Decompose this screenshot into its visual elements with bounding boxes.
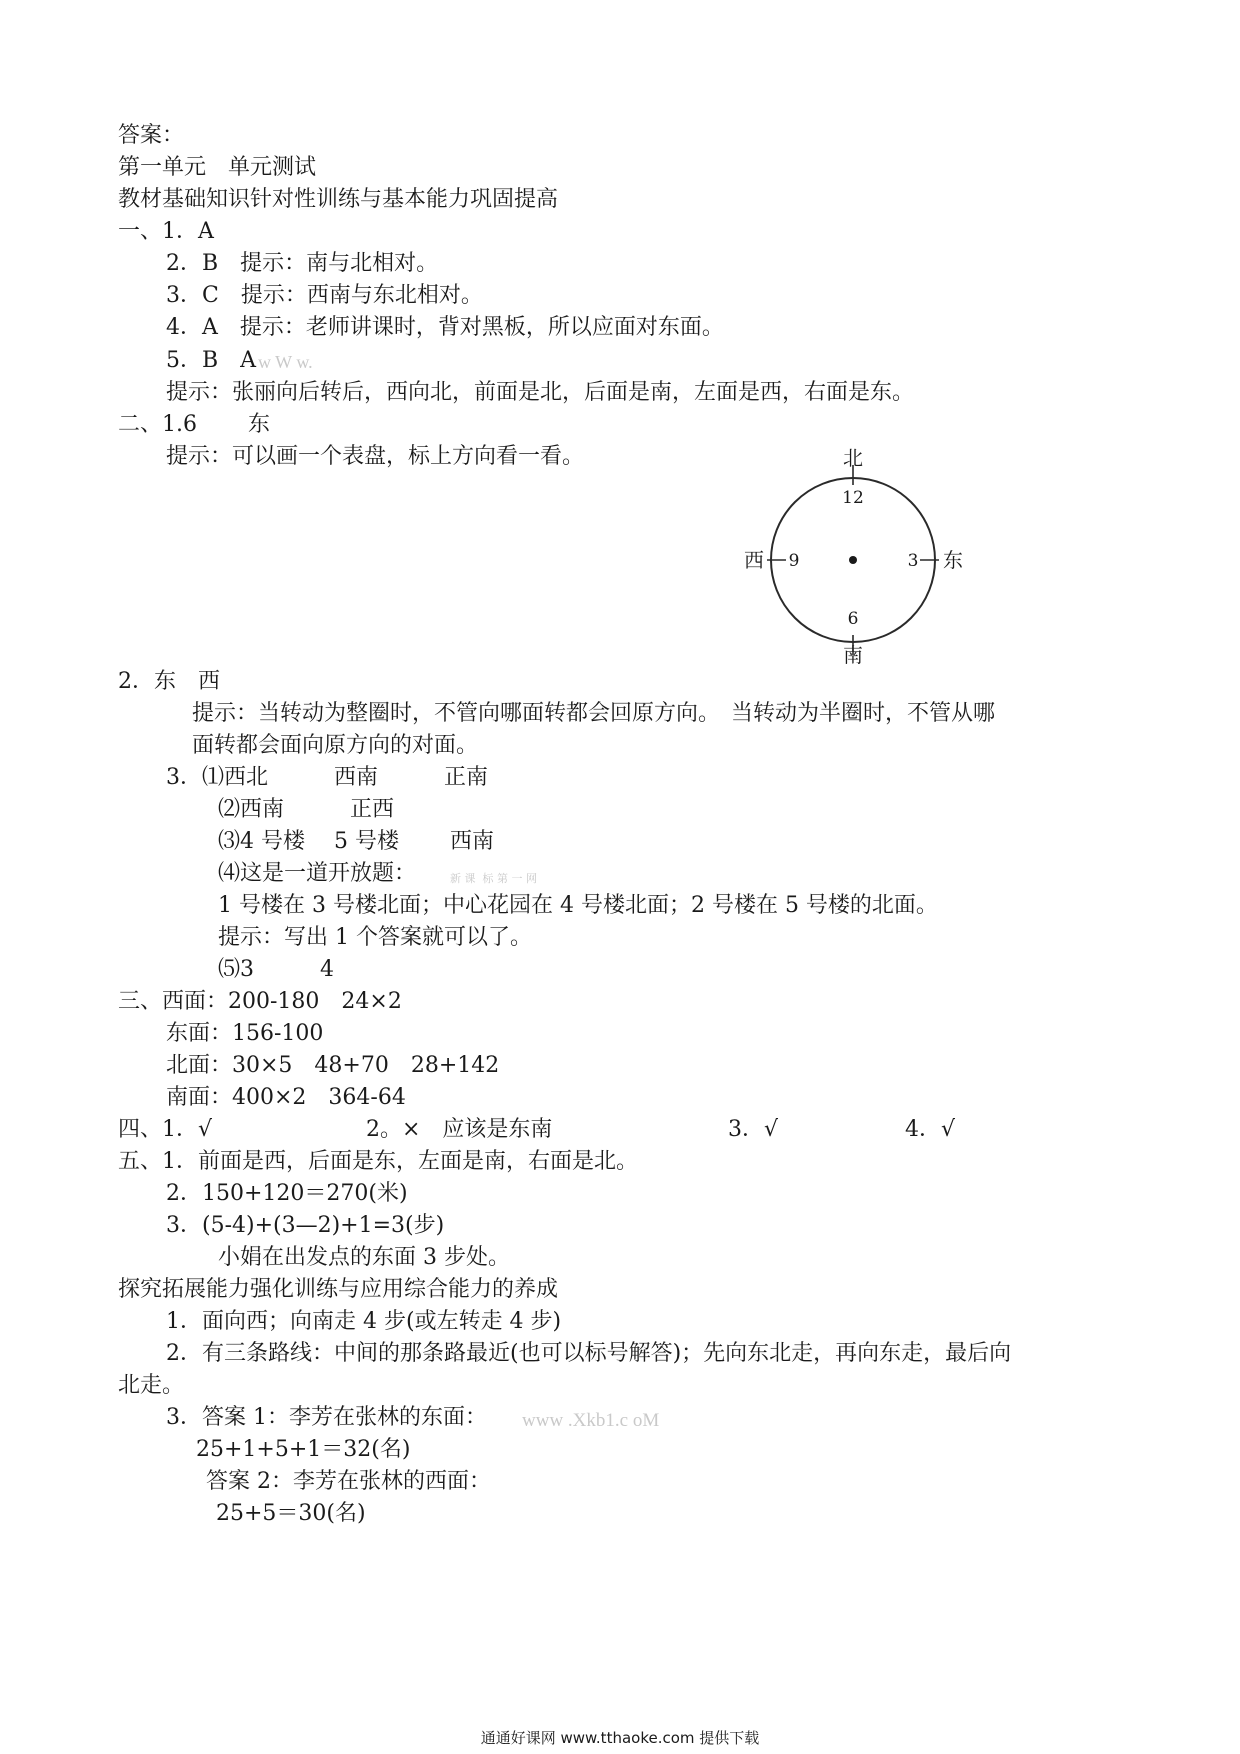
part1-q5-hint: 提示：张丽向后转后，西向北，前面是北，后面是南，左面是西，右面是东。 xyxy=(166,380,915,405)
label-west: 西 xyxy=(744,548,764,572)
clock-center-dot xyxy=(849,556,857,564)
part1-q5: 5．B A xyxy=(166,348,257,373)
ext-q3-line3: 答案 2：李芳在张林的西面： xyxy=(206,1469,491,1494)
num-3: 3 xyxy=(907,551,919,571)
num-6: 6 xyxy=(847,609,859,629)
watermark-xinkebiao: 新 课 标 第 一 网 xyxy=(450,872,537,885)
part2-q2-hint-line2: 面转都会面向原方向的对面。 xyxy=(192,733,479,758)
part2-q3-4-answer: 1 号楼在 3 号楼北面；中心花园在 4 号楼北面；2 号楼在 5 号楼的北面。 xyxy=(218,893,938,918)
part4-q3: 3．√ xyxy=(728,1117,779,1142)
part2-q3-1: 3．⑴西北 西南 正南 xyxy=(166,765,488,790)
part1-q4: 4．A 提示：老师讲课时，背对黑板，所以应面对东面。 xyxy=(166,315,724,340)
part2-q2-hint-line1: 提示：当转动为整圈时，不管向哪面转都会回原方向。 当转动为半圈时，不管从哪 xyxy=(192,701,996,726)
part3-north: 北面：30×5 48+70 28+142 xyxy=(166,1053,500,1078)
answer-heading: 答案： xyxy=(118,123,185,148)
section-title-basic: 教材基础知识针对性训练与基本能力巩固提高 xyxy=(118,187,559,212)
part1-q3: 3．C 提示：西南与东北相对。 xyxy=(166,283,483,308)
page-footer: 通通好课网 www.tthaoke.com 提供下载 xyxy=(480,1729,760,1747)
part5-q2: 2．150+120＝270(米) xyxy=(166,1181,408,1206)
part5-q3-answer: 小娟在出发点的东面 3 步处。 xyxy=(218,1245,510,1270)
part5-q3: 3．(5-4)+(3—2)+1=3(步) xyxy=(166,1213,445,1238)
part4-q4: 4．√ xyxy=(905,1117,956,1142)
label-east: 东 xyxy=(943,548,963,572)
part2-q1: 二、1.6 东 xyxy=(118,412,270,437)
ext-q3-line2: 25+1+5+1＝32(名) xyxy=(196,1437,411,1462)
unit-title: 第一单元 单元测试 xyxy=(118,155,317,180)
ext-q2-line1: 2．有三条路线：中间的那条路最近(也可以标号解答)；先向东北走，再向东走，最后向 xyxy=(166,1341,1012,1366)
part4-q2: 2。× 应该是东南 xyxy=(366,1117,553,1142)
part4-q1: 四、1．√ xyxy=(118,1117,213,1142)
part2-q2: 2．东 西 xyxy=(118,669,220,694)
ext-q1: 1．面向西；向南走 4 步(或左转走 4 步) xyxy=(166,1309,562,1334)
part3-east: 东面：156-100 xyxy=(166,1021,324,1046)
part1-q2: 2．B 提示：南与北相对。 xyxy=(166,251,439,276)
watermark-xkb1: www .Xkb1.c oM xyxy=(522,1410,660,1431)
part3-south: 南面：400×2 364-64 xyxy=(166,1085,406,1110)
watermark-www: w W w. xyxy=(258,352,313,372)
ext-q2-line2: 北走。 xyxy=(118,1373,185,1398)
part1-q1: 一、1．A xyxy=(118,219,214,244)
label-south: 南 xyxy=(843,643,863,665)
clock-compass-diagram xyxy=(740,445,970,665)
part5-q1: 五、1．前面是西，后面是东，左面是南，右面是北。 xyxy=(118,1149,638,1174)
part3-west: 三、西面：200-180 24×2 xyxy=(118,989,402,1014)
part2-q3-4: ⑷这是一道开放题： xyxy=(218,861,417,886)
label-north: 北 xyxy=(843,446,863,470)
ext-q3-line4: 25+5＝30(名) xyxy=(216,1501,366,1526)
part2-q3-3: ⑶4 号楼 5 号楼 西南 xyxy=(218,829,494,854)
part2-q3-2: ⑵西南 正西 xyxy=(218,797,395,822)
num-12: 12 xyxy=(842,488,864,508)
section-title-extension: 探究拓展能力强化训练与应用综合能力的养成 xyxy=(118,1277,559,1302)
num-9: 9 xyxy=(788,551,800,571)
part2-q3-4-hint: 提示：写出 1 个答案就可以了。 xyxy=(218,925,532,950)
ext-q3-line1: 3．答案 1：李芳在张林的东面： xyxy=(166,1405,487,1430)
part2-q3-5: ⑸3 4 xyxy=(218,957,334,982)
part2-q1-hint: 提示：可以画一个表盘，标上方向看一看。 xyxy=(166,444,585,469)
